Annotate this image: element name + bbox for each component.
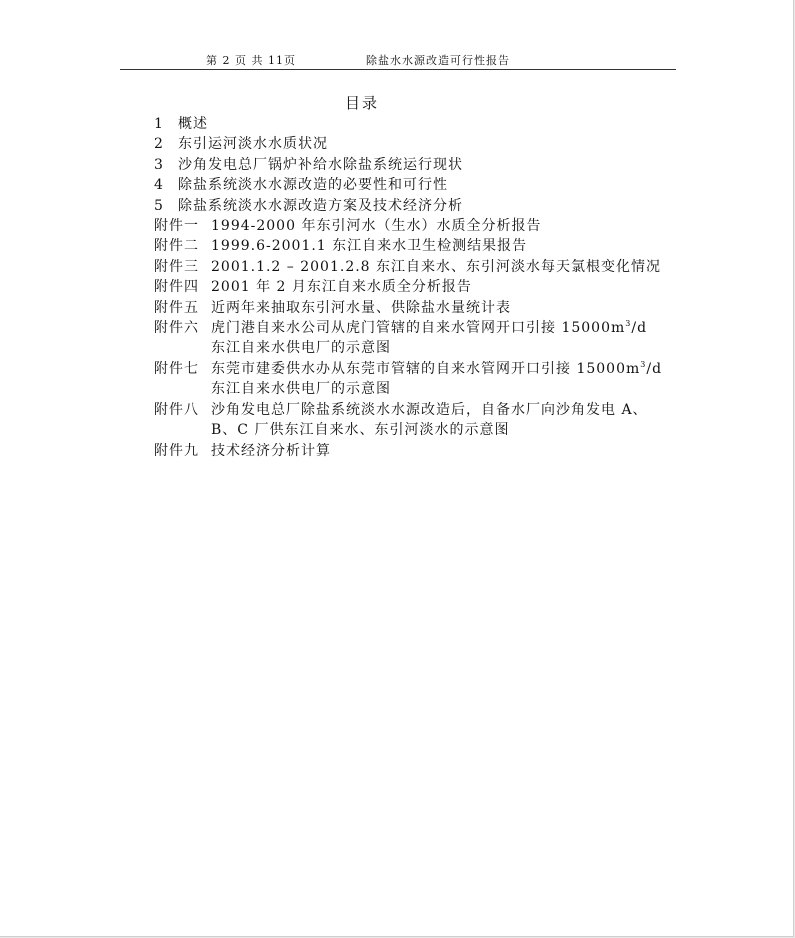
toc-annex-title: 虎门港自来水公司从虎门管辖的自来水管网开口引接 15000m (211, 320, 626, 337)
toc-annex-title: 2001 年 2 月东江自来水质全分析报告 (211, 279, 472, 296)
toc-section-number: 1 (154, 116, 164, 132)
toc-annex-title: 东莞市建委供水办从东莞市管辖的自来水管网开口引接 15000m (211, 360, 641, 377)
unit-suffix: /d (646, 360, 663, 377)
toc-section-item (154, 134, 714, 154)
toc-annex-item (154, 298, 714, 318)
toc-annex-title: 1994-2000 年东引河水（生水）水质全分析报告 (211, 218, 542, 235)
document-title: 除盐水水源改造可行性报告 (366, 54, 510, 67)
toc-annex-title: 技术经济分析计算 (211, 442, 331, 459)
unit-superscript: 3 (625, 319, 632, 329)
toc-section-title: 东引运河淡水水质状况 (178, 136, 328, 153)
unit-suffix: /d (631, 320, 648, 337)
toc-section-title: 除盐系统淡水水源改造的必要性和可行性 (178, 177, 448, 194)
toc-section-item (154, 114, 714, 134)
toc-annex-label: 附件三 (154, 258, 199, 275)
toc-section-title: 概述 (178, 116, 208, 132)
toc-section-title: 沙角发电总厂锅炉补给水除盐系统运行现状 (178, 156, 463, 173)
toc-section-title: 除盐系统淡水水源改造方案及技术经济分析 (178, 197, 463, 214)
toc-annex-label: 附件九 (154, 442, 199, 459)
toc-annex-item (154, 236, 714, 256)
toc-annex-item (154, 257, 714, 277)
toc-annex-label: 附件八 (154, 401, 199, 418)
table-of-contents (154, 114, 714, 461)
toc-annex-title: 1999.6-2001.1 东江自来水卫生检测结果报告 (211, 238, 528, 255)
unit-superscript: 3 (640, 359, 647, 369)
toc-annex-item (154, 400, 714, 441)
toc-annex-title-line1 (211, 318, 647, 338)
toc-section-number: 2 (154, 136, 164, 153)
toc-annex-title: 2001.1.2 – 2001.2.8 东江自来水、东引河淡水每天氯根变化情况 (211, 258, 662, 275)
toc-annex-item (154, 441, 714, 461)
page-number: 第 2 页 共 11页 (206, 54, 296, 67)
toc-annex-item (154, 216, 714, 236)
toc-annex-item (154, 359, 714, 400)
toc-annex-item (154, 277, 714, 297)
toc-section-item (154, 155, 714, 175)
toc-annex-title-line2: 东江自来水供电厂的示意图 (211, 381, 391, 398)
toc-annex-title-line1: 沙角发电总厂除盐系统淡水水源改造后，自备水厂向沙角发电 A、 (211, 401, 648, 418)
toc-section-item (154, 175, 714, 195)
toc-section-number: 5 (154, 197, 164, 214)
toc-section-number: 4 (154, 177, 164, 194)
toc-annex-label: 附件一 (154, 218, 199, 235)
toc-annex-title-line1 (211, 359, 662, 379)
toc-annex-item (154, 318, 714, 359)
toc-annex-title-line2: B、C 厂供东江自来水、东引河淡水的示意图 (211, 422, 510, 439)
toc-annex-label: 附件四 (154, 279, 199, 296)
toc-annex-label: 附件五 (154, 299, 199, 316)
toc-annex-label: 附件二 (154, 238, 199, 255)
toc-annex-label: 附件七 (154, 360, 199, 377)
toc-section-number: 3 (154, 156, 164, 173)
toc-heading: 目录 (344, 94, 379, 112)
page-header (120, 50, 676, 70)
toc-section-item (154, 196, 714, 216)
toc-annex-title: 近两年来抽取东引河水量、供除盐水量统计表 (211, 299, 511, 316)
toc-annex-label: 附件六 (154, 320, 199, 337)
toc-annex-title-line2: 东江自来水供电厂的示意图 (211, 340, 391, 357)
